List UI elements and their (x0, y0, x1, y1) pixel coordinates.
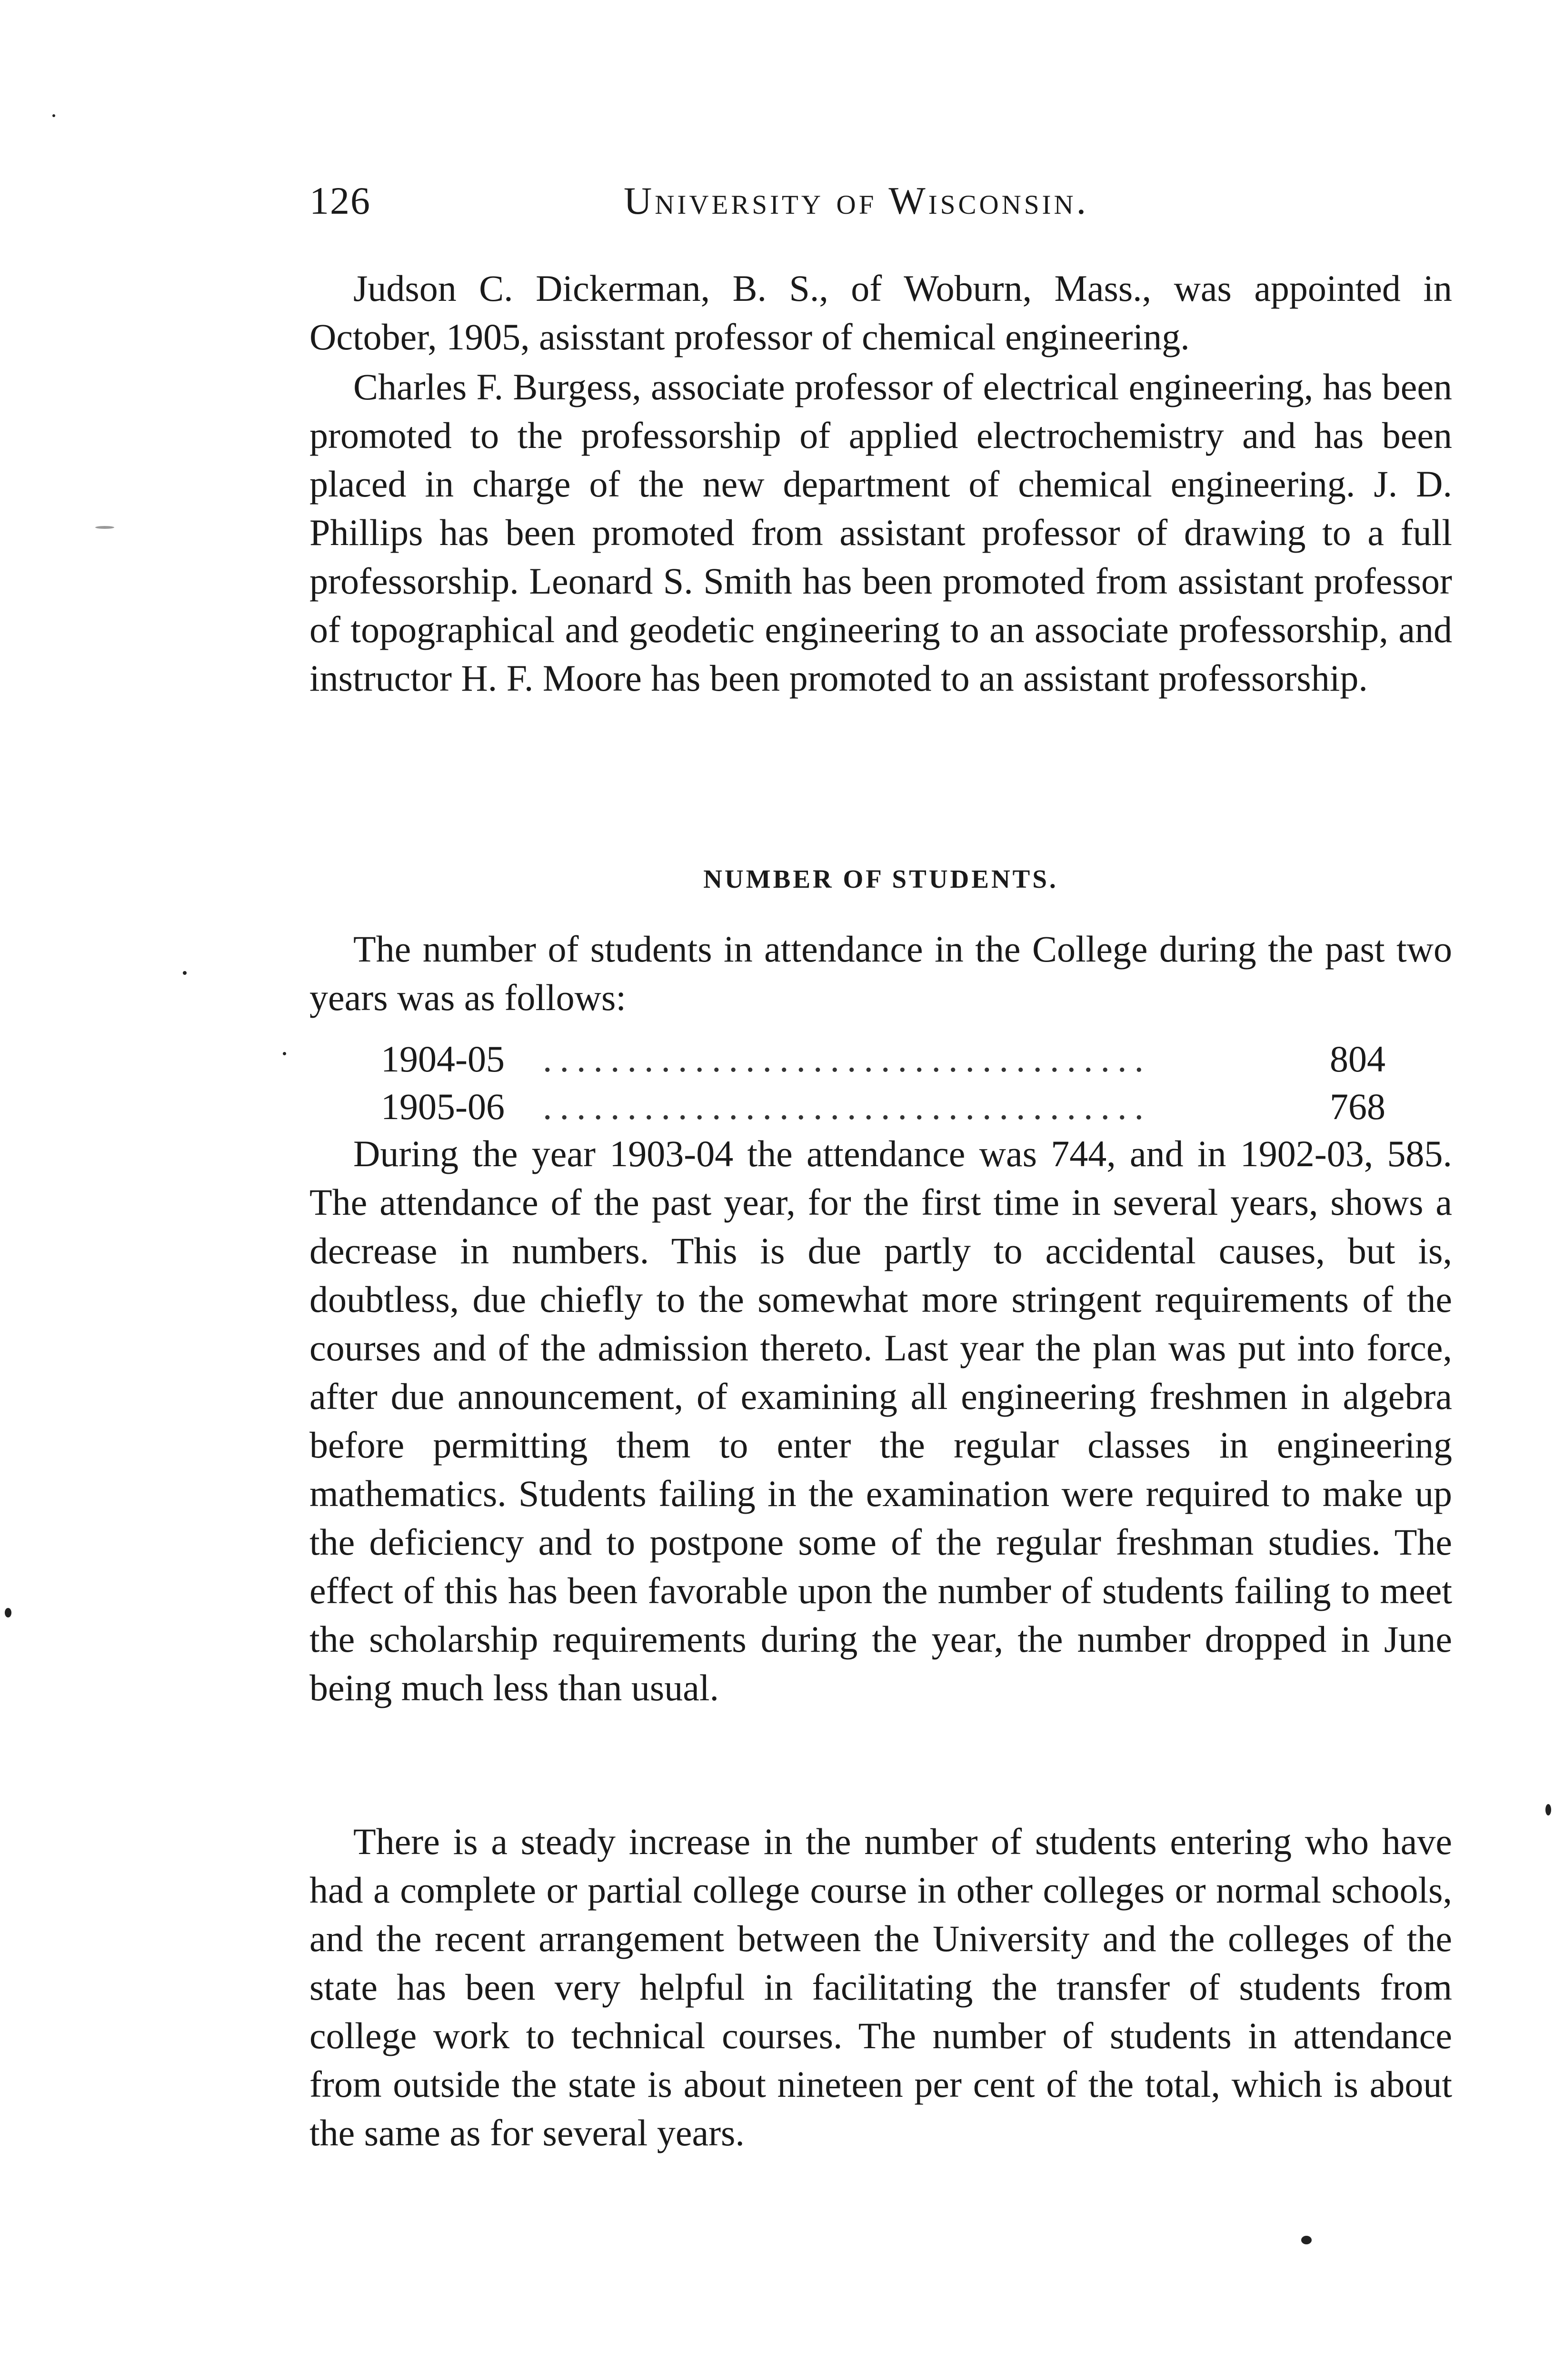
table-row (381, 1035, 1385, 1083)
table-count: 804 (1330, 1038, 1385, 1080)
dot-leader: .................................... (543, 1038, 1151, 1080)
print-speck (1545, 1804, 1551, 1815)
section-heading-number-of-students: NUMBER OF STUDENTS. (703, 864, 1058, 893)
print-speck (1301, 2236, 1312, 2244)
page-number: 126 (309, 179, 371, 222)
paragraph-faculty-promotions: Charles F. Burgess, associate professor of electrical engineering, has been promoted to the professorship of applied electrochemistry and has been placed in charge of the new department of chemical engineering. J. D. Phillips has been promoted from assistant professor of drawing to a full professorship. Leonard S. Smith has been promoted from assistant professor of topographical and geodetic engineering to an associate professorship, and instructor H. F. Moore has been promoted to an assistant professorship. (309, 366, 1452, 699)
paragraph-dickerman-appointment: Judson C. Dickerman, B. S., of Woburn, Mass., was appointed in October, 1905, asisstant professor of chemical engineering. (309, 268, 1452, 357)
table-count: 768 (1330, 1086, 1385, 1127)
dot-leader: .................................... (543, 1086, 1151, 1127)
running-head: University of Wisconsin. (624, 179, 1089, 222)
page-header (309, 178, 1452, 236)
table-row (381, 1083, 1385, 1130)
paragraph-attendance-intro: The number of students in attendance in the College during the past two years was as follows: (309, 928, 1452, 1018)
print-speck (183, 971, 187, 975)
attendance-table (381, 1035, 1385, 1130)
paragraph-transfer-students: There is a steady increase in the number of students entering who have had a complete or partial college course in other colleges or normal schools, and the recent arrangement between the University and the colleges of the state has been very helpful in facilitating the transfer of students from college work to technical courses. The number of students in attendance from outside the state is about nineteen per cent of the total, which is about the same as for several years. (309, 1821, 1452, 2153)
print-speck (283, 1052, 286, 1055)
table-year: 1904-05 (381, 1038, 505, 1080)
print-speck (52, 114, 55, 117)
paragraph-attendance-decrease: During the year 1903-04 the attendance was 744, and in 1902-03, 585. The attendance of the past year, for the first time in several years, shows a decrease in numbers. This is due partly to accidental causes, but is, doubtless, due chiefly to the somewhat more stringent requirements of the courses and of the admission thereto. Last year the plan was put into force, after due announcement, of examining all engineering freshmen in algebra before permitting them to enter the regular classes in engineering mathematics. Students failing in the examination were required to make up the deficiency and to postpone some of the regular freshman studies. The effect of this has been favorable upon the number of students failing to meet the scholarship requirements during the year, the number dropped in June being much less than usual. (309, 1133, 1452, 1708)
table-year: 1905-06 (381, 1086, 505, 1127)
print-speck (95, 526, 114, 529)
print-speck (5, 1608, 11, 1617)
